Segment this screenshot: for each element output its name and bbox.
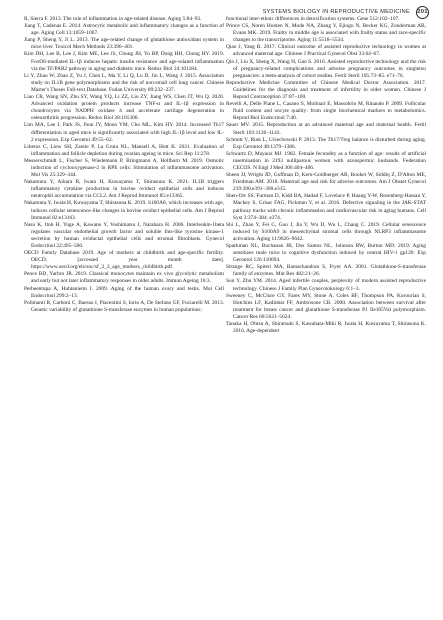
- reference-entry: Nasu K, Itoh H, Yuge A, Kawano Y, Yoshimatsu J, Narahara H. 2006. Interleukin-1beta regulates vascular endothelial growth factor and soluble fms-like tyrosine kinase-1 secretion by human oviductal epithelial cells and stromal fibroblasts. Gynecol Endocrinol 22:495–500.: [24, 221, 224, 249]
- reference-entry: Tanaka H, Ohtsu A, Shiratsuki S, Kawahara-Miki R, Iwata H, Kuwayama T, Shirasuna K. 2016. Age-dependent: [226, 321, 426, 335]
- reference-entry: Jiang T, Cadenas E. 2014. Astrocytic metabolic and inflammatory changes as a function of age. Aging Cell 13:1059–1067.: [24, 23, 224, 37]
- reference-entry: Lim MA, Lee J, Park JS, Jhun JY, Moon YM, Cho ML, Kim HY. 2014. Increased Th17 differentiation in aged mice is significantly associated with high IL-1β level and low IL-2 expression. Exp Gerontol 49:55–62.: [24, 122, 224, 143]
- reference-entry: Prince CS, Noren Hooten N, Mode NA, Zhang Y, Ejiogu N, Becker KG, Zonderman AB, Evans MK. 2019. Frailty in middle age is associated with frailty status and race-specific changes to the transcriptome. Aging 11:5518–5534.: [226, 23, 426, 44]
- reference-entry: Nakamura Y, Aihara R, Iwata H, Kuwayama T, Shirasuna K. 2021. IL1B triggers inflammatory cytokine production in bovine oviduct epithelial cells and induces neutrophil accumulation via CCL2. Am J Reprod Immunol 85:e13365.: [24, 179, 224, 200]
- right-column: [226, 16, 426, 335]
- reference-entry: Revelli A, Delle Piane L, Casano S, Molinari E, Massobrio M, Rinaudo P. 2009. Follicular fluid content and oocyte quality: from single biochemical markers to metabolomics. Reprod Biol Endocrinol 7:40.: [226, 101, 426, 122]
- reference-entry: Sweeney C, McClure GY, Fares MY, Stone A, Coles BF, Thompson PA, Korourian S, Hutchins LF, Kadlubar FF, Ambrosone CB. 2000. Association between survival after treatment for breast cancer and glutathione S-transferase P1 Ile105Val polymorphism. Cancer Res 60:5621–5624.: [226, 292, 426, 320]
- reference-entry: Shen-Orr SS, Furman D, Kidd BA, Hadad F, Lovelace P, Huang Y-W, Rosenberg-Hassan Y, Mackey S, Grisar FAG, Pickman Y, et al. 2016. Defective signaling in the JAK-STAT pathway tracks with chronic inflammation and cardiovascular risk in aging humans. Cell Syst 3:374–384. e374.: [226, 193, 426, 221]
- reference-entry: Kim DH, Lee B, Lee J, Kim ME, Lee JS, Chung JH, Yu BP, Dong HH, Chung HY. 2019. FoxO6-mediated IL-1β induces hepatic insulin resistance and age-related inflammation via the TF/PAR2 pathway in aging and diabetic mice. Redox Biol 24:101184.: [24, 51, 224, 72]
- reference-entry: Sun Y, Zhu YM. 2014. Aged infertile couples, perplexity of modern assisted reproductive technology. Chinese J Family Plan Gynecotokology 6:1–3.: [226, 278, 426, 292]
- reference-entry: Jiang P, Sheng Y, Ji L. 2013. The age-related change of glutathione antioxidant system in mice liver. Toxicol Mech Methods 23:396–401.: [24, 37, 224, 51]
- reference-entry: Messerschmidt L, Fischer S, Wiedemann P, Bringmann A, Hollborn M. 2019. Osmotic induction of cyclooxygenase-2 in RPE cells: Stimulation of inflammasome activation. Mol Vis 25:329–344.: [24, 157, 224, 179]
- journal-title: SYSTEMS BIOLOGY IN REPRODUCTIVE MEDICINE: [262, 9, 410, 15]
- reference-entry: Li Y, Zhao W, Zhao Z, Yu J, Chen L, Ma Y, Li Q, Lu D, Jin L, Wang J. 2015. Association study on IL1B gene polymorphisms and the risk of non-small cell lung cancer. Chinese Master's Theses Full-text Database. Fudan University 89:232–237.: [24, 72, 224, 93]
- reference-entry: Schmitt V, Rink L, Uciechowski P. 2013. The Th17/Treg balance is disturbed during aging. Exp Gerontol 48:1379–1386.: [226, 136, 426, 150]
- reference-entry: Shi L, Zhao Y, Fei C, Guo J, Jia Y, Wu D, Wu L, Chang C. 2019. Cellular senescence induced by S100A9 in mesenchymal stromal cells through NLRP3 inflammasome activation. Aging 11:9626–9642.: [226, 221, 426, 242]
- reference-entry: Qin J, Liu X, Sheng X, Wang H, Gao S. 2016. Assisted reproductive technology and the risk of pregnancy-related complications and adverse pregnancy outcomes in singleton pregnancies: a meta-analysis of cohort studies. Fertil Steril 105:73–85. e71–76.: [226, 58, 426, 79]
- reference-entry: Reproductive Medicine Committee of Chinese Medical Doctor Association. 2017. Guidelines for the diagnosis and treatment of infertility in older women. Chinese J Reprod Contraception 37:87–100.: [226, 79, 426, 101]
- reference-entry: Liberos C, Liew SH, Zareie P, La Gruta NL, Mansell A, Hutt K. 2021. Evaluation of inflammation and follicle depletion during ovarian ageing in mice. Sci Rep 11:278.: [24, 143, 224, 157]
- reference-entry: Strange RC, Spiteri MA, Ramachandran S, Fryer AA. 2001. Glutathione-S-transferase family of enzymes. Mut Res 482:21–26.: [226, 264, 426, 278]
- reference-entry: Sparkman NL, Buchanan JB, Dos Santos NL, Johnson RW, Burton MD. 2019. Aging sensitizes male mice to cognitive dysfunction induced by central HIV-1 gp120. Exp Gerontol 126:110694.: [226, 243, 426, 264]
- reference-entry: Perheentupa A, Huhtaniemi I. 2009. Aging of the human ovary and testis. Mol Cell Endocrinol 299:2–13.: [24, 285, 224, 299]
- reference-entry: Schwartz D, Mayaux MJ. 1982. Female fecundity as a function of age: results of artificial insemination in 2193 nulliparous women with azoospermic husbands. Federation CECOS. N Engl J Med 306:404–406.: [226, 150, 426, 171]
- reference-entry: OECD Family Database 2019. Age of mothers at childbirth and age-specific fertility. OECD; [accessed year month date]. https://www.oecd.org/els/soc/sf_2_3_age_mothers_childbirth.pdf.: [24, 250, 224, 271]
- reference-entry: functional inter-ethnic differences in detoxification systems. Gene 512:102–107.: [226, 16, 400, 22]
- reference-entry: Sheen JJ, Wright JD, Goffman D, Kern-Goldberger AR, Booker W, Siddiq Z, D'Alton ME, Friedman AM. 2018. Maternal age and risk for adverse outcomes. Am J Obstet Gynecol 219:390.e391–390.e315.: [226, 172, 426, 193]
- reference-entry: Pence BD, Yarbro JR. 2019. Classical monocytes maintain ex vivo glycolytic metabolism and early but not later inflammatory responses in older adults. Immun Ageing 16:3.: [24, 271, 224, 285]
- left-column: [24, 16, 224, 314]
- reference-entry: Polimanti R, Carboni C, Baesso I, Piacentini S, Iorio A, De Stefano GF, Fuciarelli M. 2013. Genetic variability of glutathione S-transferase enzymes in human populations:: [24, 299, 224, 313]
- reference-entry: Qiao J, Yang R. 2017. Clinical outcome of assisted reproductive technology in women at advanced maternal age. Chinese J Practical Gynecol Obst 33:64–67.: [226, 44, 426, 58]
- reference-entry: Liao CR, Wang SN, Zhu SY, Wang YQ, Li ZZ, Liu ZY, Jiang WS, Chen JT, Wu Q. 2020. Advanced oxidation protein products increase TNF-α and IL-1β expression in chondrocytes via NADPH oxidase 4 and accelerate cartilage degeneration in osteoarthritis progression. Redox Biol 28:101306.: [24, 94, 224, 122]
- reference-entry: Sauer MV. 2015. Reproduction at an advanced maternal age and maternal health. Fertil Steril 103:1136–1143.: [226, 122, 426, 136]
- reference-entry: Nakamura Y, Iwata H, Kuwayama T, Shirasuna K. 2019. S100A8, which increases with age, induces cellular senescence-like changes in bovine oviduct epithelial cells. Am J Reprod Immunol 82:e13163.: [24, 200, 224, 221]
- page-number: 201: [416, 6, 429, 19]
- reference-entry: R, Sierra F. 2013. The role of inflammation in age-related disease. Aging 5:84–93.: [24, 16, 202, 22]
